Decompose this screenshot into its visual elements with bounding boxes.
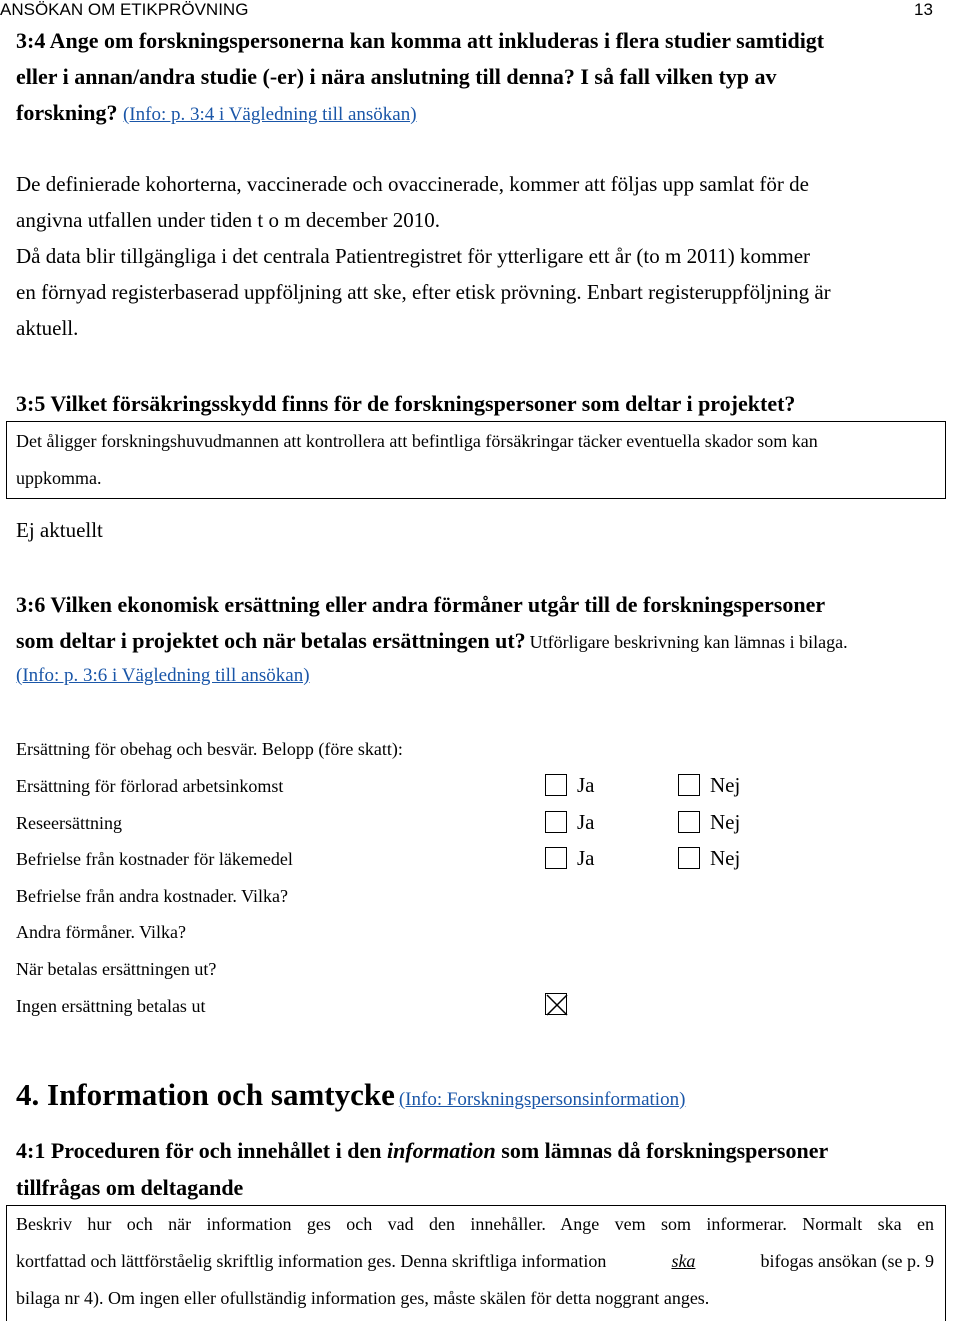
section4-info-link[interactable]: (Info: Forskningspersonsinformation) [398,1089,686,1110]
checked-x-icon [546,994,568,1016]
q36-info-link[interactable]: (Info: p. 3:6 i Vägledning till ansökan) [16,665,310,686]
medication-no-label: Nej [710,846,741,870]
q35-note-line2: uppkomma. [16,468,102,488]
q34-answer-line2: angivna utfallen under tiden t o m december 2010. [16,208,440,232]
q36-title-line1: 3:6 Vilken ekonomisk ersättning eller andra förmåner utgår till de forskningspersoner [16,592,826,617]
lost-income-no-label: Nej [710,773,741,797]
lost-income-yes-label: Ja [577,773,595,797]
q35-note-line1: Det åligger forskningshuvudmannen att kontrollera att befintliga försäkringar täcker eventuella skador som kan [16,431,818,451]
q34-title-line1: 3:4 Ange om forskningspersonerna kan komma att inkluderas i flera studier samtidigt [16,28,825,53]
other-costs-label: Befrielse från andra kostnader. Vilka? [16,886,288,906]
page-number: 13 [914,0,933,19]
q41-title-line1: 4:1 Proceduren för och innehållet i den information som lämnas då forskningspersoner [16,1138,829,1163]
q35-answer: Ej aktuellt [16,518,103,542]
q35-title: 3:5 Vilket försäkringsskydd finns för de forskningspersoner som deltar i projektet? [16,391,796,416]
section4-heading: 4. Information och samtycke (Info: Forskningspersonsinformation) [16,1077,686,1112]
q34-answer-line1: De definierade kohorterna, vaccinerade och ovaccinerade, kommer att följas upp samlat för de [16,172,809,196]
medication-yes-label: Ja [577,846,595,870]
comp-row-label-lost-income: Ersättning för förlorad arbetsinkomst [16,776,284,796]
q34-answer-line4: en förnyad registerbaserad uppföljning att ske, efter etisk prövning. Enbart registeruppföljning är [16,280,831,304]
medication-yes-checkbox[interactable] [545,847,567,869]
q41-note-line2: kortfattad och lättförståelig skriftlig information ges. Denna skriftliga information ska bifogas ansökan (se p. 9 [16,1251,934,1271]
q41-note-line1: Beskriv hur och när information ges och vad den innehåller. Ange vem som informerar. Normalt ska en [16,1214,934,1234]
q41-note-line3: bilaga nr 4). Om ingen eller ofullständig information ges, måste skälen för detta noggrant anges. [16,1288,710,1308]
comp-row-label-medication: Befrielse från kostnader för läkemedel [16,849,293,869]
no-payment-label: Ingen ersättning betalas ut [16,996,206,1016]
travel-yes-checkbox[interactable] [545,811,567,833]
lost-income-no-checkbox[interactable] [678,774,700,796]
other-benefits-label: Andra förmåner. Vilka? [16,922,187,942]
when-paid-label: När betalas ersättningen ut? [16,959,217,979]
lost-income-yes-checkbox[interactable] [545,774,567,796]
q34-answer-line5: aktuell. [16,316,79,340]
q34-title-line2: eller i annan/andra studie (-er) i nära anslutning till denna? I så fall vilken typ av [16,64,777,89]
document-header: ANSÖKAN OM ETIKPRÖVNING [0,0,249,19]
q34-answer-line3: Då data blir tillgängliga i det centrala Patientregistret för ytterligare ett år (to m 2011) kommer [16,244,811,268]
medication-no-checkbox[interactable] [678,847,700,869]
travel-no-label: Nej [710,810,741,834]
q34-info-link[interactable]: (Info: p. 3:4 i Vägledning till ansökan) [122,104,417,125]
q36-title-line2: som deltar i projektet och när betalas ersättningen ut? Utförligare beskrivning kan lämnas i bilaga. [16,628,848,653]
travel-yes-label: Ja [577,810,595,834]
travel-no-checkbox[interactable] [678,811,700,833]
compensation-header: Ersättning för obehag och besvär. Belopp (före skatt): [16,739,403,759]
no-payment-checkbox[interactable] [545,993,567,1015]
comp-row-label-travel: Reseersättning [16,813,122,833]
q41-title-line2: tillfrågas om deltagande [16,1175,244,1200]
q34-title-line3: forskning? (Info: p. 3:4 i Vägledning till ansökan) [16,100,417,125]
